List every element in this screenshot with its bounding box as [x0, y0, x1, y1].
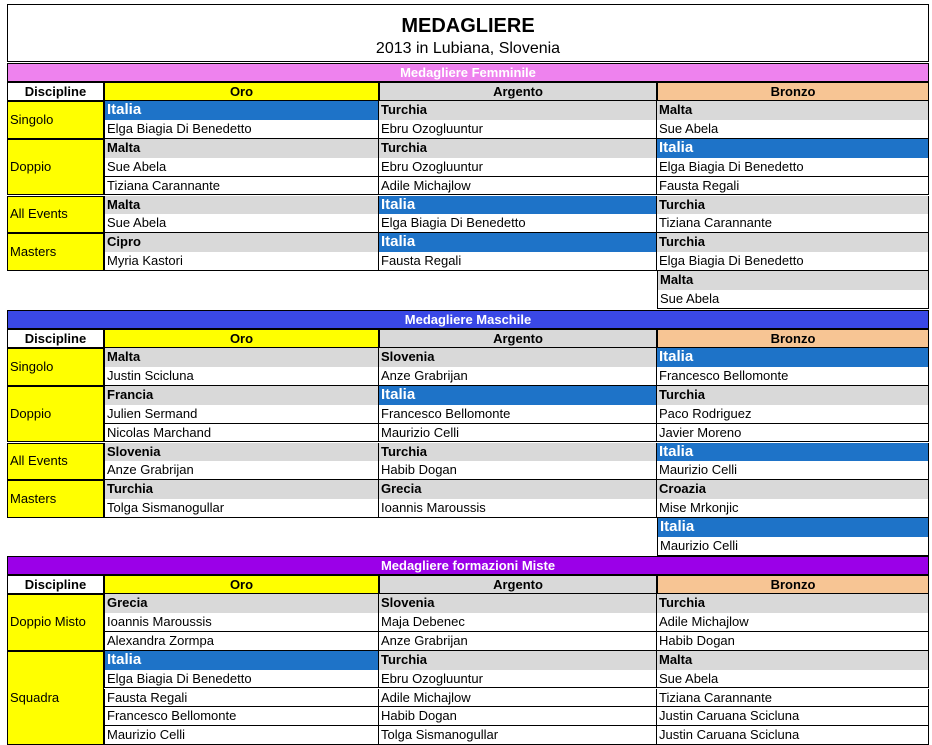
- country-cell: Turchia: [379, 101, 657, 120]
- discipline-label: Singolo: [7, 101, 104, 139]
- header-discipline: Discipline: [7, 82, 104, 101]
- athlete-cell: Sue Abela: [104, 158, 379, 177]
- country-cell: Italia: [657, 139, 929, 158]
- header-bronzo: Bronzo: [657, 82, 929, 101]
- athlete-cell: Julien Sermand: [104, 405, 379, 424]
- discipline-label: Doppio Misto: [7, 594, 104, 651]
- section-title: Medagliere formazioni Miste: [7, 556, 929, 575]
- athlete-cell: Francesco Bellomonte: [379, 405, 657, 424]
- header-bronzo: Bronzo: [657, 329, 929, 348]
- athlete-cell: Ebru Ozogluuntur: [379, 670, 657, 689]
- athlete-cell: Tiziana Carannante: [657, 689, 929, 708]
- country-cell: Italia: [379, 386, 657, 405]
- country-cell: Malta: [104, 348, 379, 367]
- athlete-cell: Tiziana Carannante: [657, 214, 929, 233]
- athlete-cell: Justin Scicluna: [104, 367, 379, 386]
- athlete-cell: Adile Michajlow: [657, 613, 929, 632]
- athlete-cell: Francesco Bellomonte: [104, 707, 379, 726]
- country-cell: Malta: [104, 139, 379, 158]
- athlete-cell: Elga Biagia Di Benedetto: [379, 214, 657, 233]
- discipline-label: All Events: [7, 443, 104, 481]
- athlete-cell: Adile Michajlow: [379, 177, 657, 196]
- country-cell: Francia: [104, 386, 379, 405]
- athlete-cell: Sue Abela: [657, 290, 929, 309]
- athlete-cell: Paco Rodriguez: [657, 405, 929, 424]
- athlete-cell: Tolga Sismanogullar: [379, 726, 657, 745]
- athlete-cell: Ebru Ozogluuntur: [379, 120, 657, 139]
- country-cell: Malta: [657, 271, 929, 290]
- athlete-cell: Fausta Regali: [657, 177, 929, 196]
- title-block: [7, 4, 929, 62]
- country-cell: Italia: [104, 651, 379, 670]
- discipline-label: Doppio: [7, 386, 104, 443]
- athlete-cell: Maurizio Celli: [104, 726, 379, 745]
- country-cell: Turchia: [379, 651, 657, 670]
- athlete-cell: Nicolas Marchand: [104, 424, 379, 443]
- page-title: MEDAGLIERE: [401, 15, 535, 37]
- athlete-cell: Anze Grabrijan: [104, 461, 379, 480]
- athlete-cell: Elga Biagia Di Benedetto: [104, 120, 379, 139]
- athlete-cell: Ioannis Maroussis: [379, 499, 657, 518]
- discipline-label: All Events: [7, 196, 104, 234]
- athlete-cell: Francesco Bellomonte: [657, 367, 929, 386]
- country-cell: Italia: [379, 233, 657, 252]
- country-cell: Grecia: [104, 594, 379, 613]
- header-oro: Oro: [104, 329, 379, 348]
- athlete-cell: Sue Abela: [657, 670, 929, 689]
- country-cell: Cipro: [104, 233, 379, 252]
- athlete-cell: Maja Debenec: [379, 613, 657, 632]
- athlete-cell: Fausta Regali: [379, 252, 657, 271]
- country-cell: Italia: [657, 348, 929, 367]
- country-cell: Italia: [379, 196, 657, 215]
- athlete-cell: Ebru Ozogluuntur: [379, 158, 657, 177]
- athlete-cell: Adile Michajlow: [379, 689, 657, 708]
- athlete-cell: Fausta Regali: [104, 689, 379, 708]
- athlete-cell: Sue Abela: [104, 214, 379, 233]
- athlete-cell: Elga Biagia Di Benedetto: [657, 252, 929, 271]
- country-cell: Slovenia: [379, 348, 657, 367]
- athlete-cell: Elga Biagia Di Benedetto: [104, 670, 379, 689]
- country-cell: Turchia: [657, 233, 929, 252]
- athlete-cell: Maurizio Celli: [379, 424, 657, 443]
- country-cell: Italia: [104, 101, 379, 120]
- athlete-cell: Anze Grabrijan: [379, 367, 657, 386]
- athlete-cell: Justin Caruana Scicluna: [657, 707, 929, 726]
- discipline-label: Masters: [7, 233, 104, 271]
- header-argento: Argento: [379, 329, 657, 348]
- athlete-cell: Maurizio Celli: [657, 461, 929, 480]
- country-cell: Slovenia: [104, 443, 379, 462]
- country-cell: Turchia: [104, 480, 379, 499]
- country-cell: Croazia: [657, 480, 929, 499]
- athlete-cell: Habib Dogan: [657, 632, 929, 651]
- country-cell: Italia: [657, 443, 929, 462]
- athlete-cell: Maurizio Celli: [657, 537, 929, 556]
- header-oro: Oro: [104, 575, 379, 594]
- athlete-cell: Sue Abela: [657, 120, 929, 139]
- country-cell: Malta: [657, 651, 929, 670]
- country-cell: Malta: [657, 101, 929, 120]
- athlete-cell: Myria Kastori: [104, 252, 379, 271]
- header-bronzo: Bronzo: [657, 575, 929, 594]
- country-cell: Turchia: [657, 386, 929, 405]
- country-cell: Turchia: [657, 594, 929, 613]
- country-cell: Slovenia: [379, 594, 657, 613]
- country-cell: Grecia: [379, 480, 657, 499]
- athlete-cell: Habib Dogan: [379, 461, 657, 480]
- athlete-cell: Mise Mrkonjic: [657, 499, 929, 518]
- athlete-cell: Javier Moreno: [657, 424, 929, 443]
- athlete-cell: Tolga Sismanogullar: [104, 499, 379, 518]
- country-cell: Turchia: [657, 196, 929, 215]
- discipline-label: Masters: [7, 480, 104, 518]
- athlete-cell: Habib Dogan: [379, 707, 657, 726]
- section-title: Medagliere Femminile: [7, 63, 929, 82]
- athlete-cell: Alexandra Zormpa: [104, 632, 379, 651]
- header-argento: Argento: [379, 82, 657, 101]
- athlete-cell: Justin Caruana Scicluna: [657, 726, 929, 745]
- page-subtitle: 2013 in Lubiana, Slovenia: [375, 40, 561, 57]
- header-oro: Oro: [104, 82, 379, 101]
- header-argento: Argento: [379, 575, 657, 594]
- athlete-cell: Elga Biagia Di Benedetto: [657, 158, 929, 177]
- header-discipline: Discipline: [7, 575, 104, 594]
- athlete-cell: Anze Grabrijan: [379, 632, 657, 651]
- discipline-label: Doppio: [7, 139, 104, 196]
- athlete-cell: Ioannis Maroussis: [104, 613, 379, 632]
- section-title: Medagliere Maschile: [7, 310, 929, 329]
- country-cell: Malta: [104, 196, 379, 215]
- country-cell: Turchia: [379, 139, 657, 158]
- discipline-label: Singolo: [7, 348, 104, 386]
- country-cell: Italia: [657, 518, 929, 537]
- discipline-label: Squadra: [7, 651, 104, 745]
- country-cell: Turchia: [379, 443, 657, 462]
- athlete-cell: Tiziana Carannante: [104, 177, 379, 196]
- header-discipline: Discipline: [7, 329, 104, 348]
